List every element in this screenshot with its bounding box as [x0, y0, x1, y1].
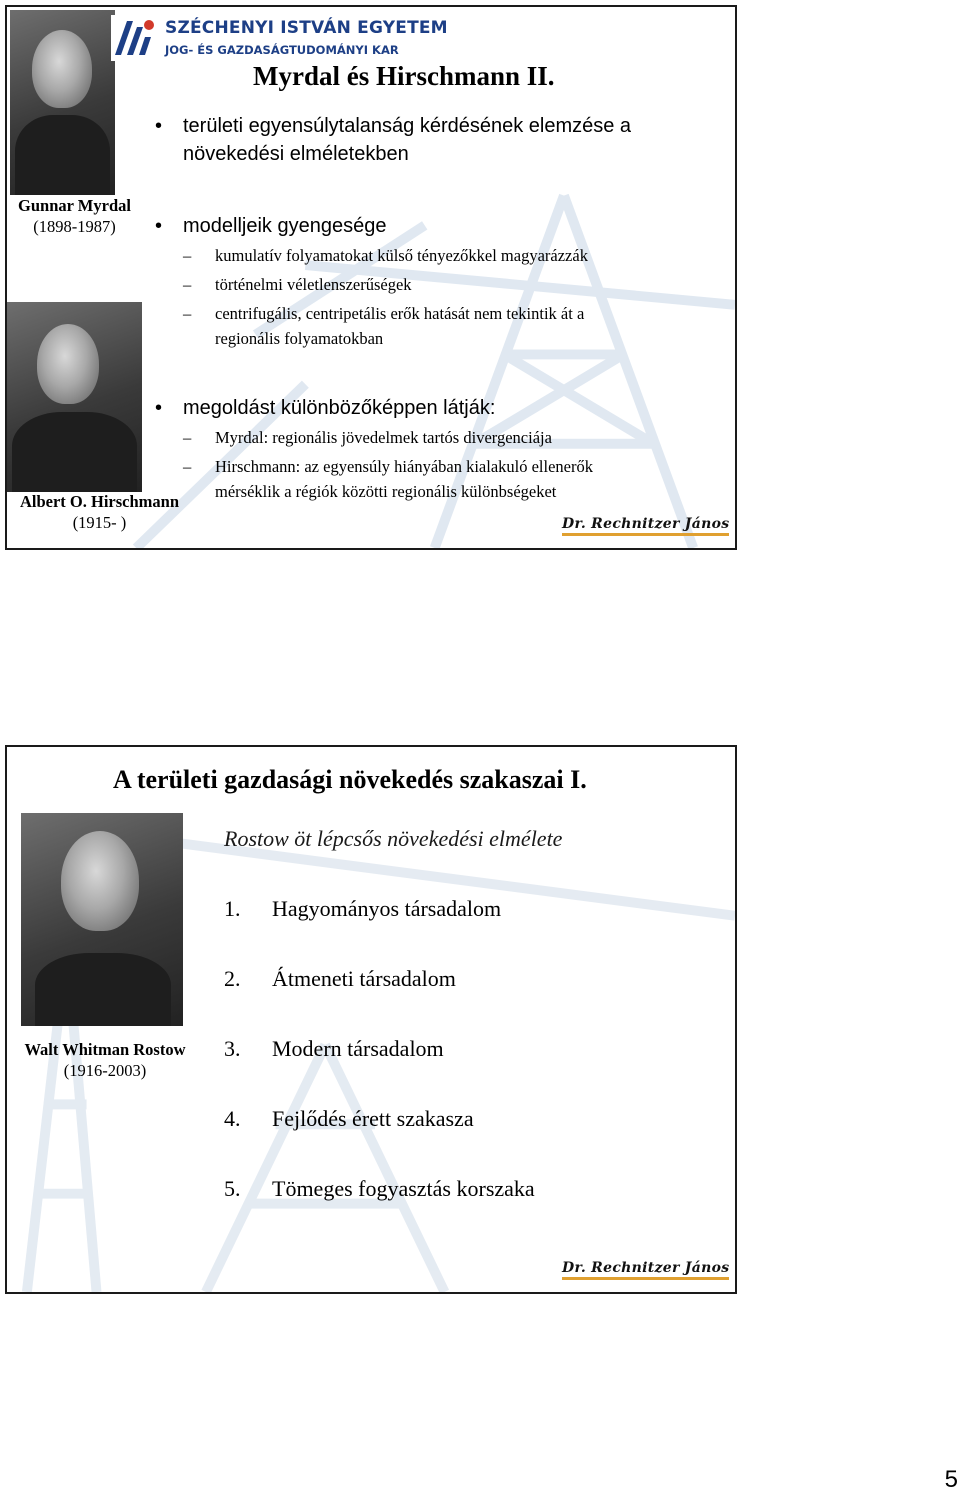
subitem-text-cont: mérséklik a régiók közötti regionális különbségeket — [215, 482, 557, 501]
author-signature: Dr. Rechnitzer János — [562, 1260, 729, 1280]
bullet-territorial-imbalance: • területi egyensúlytalanság kérdésének elemzése a növekedési elméletekben — [155, 115, 632, 165]
rostow-caption — [7, 1039, 203, 1081]
stage-label: Fejlődés érett szakasza — [272, 1106, 474, 1131]
stage-label: Átmeneti társadalom — [272, 966, 456, 991]
myrdal-caption — [7, 195, 142, 237]
rostow-name: Walt Whitman Rostow — [24, 1040, 186, 1059]
stage-item — [224, 1106, 474, 1132]
subitem: – történelmi véletlenszerűségek — [183, 275, 412, 294]
slide-title: Myrdal és Hirschmann II. — [253, 61, 555, 91]
university-name: SZÉCHENYI ISTVÁN EGYETEM — [165, 18, 448, 38]
theory-subtitle: Rostow öt lépcsős növekedési elmélete — [224, 826, 563, 851]
bullet-solutions: • megoldást különbözőképpen látják: — [155, 397, 496, 419]
bullet-text: modelljeik gyengesége — [183, 215, 387, 237]
stage-number: 3. — [224, 1036, 241, 1061]
myrdal-years: (1898-1987) — [33, 217, 116, 236]
rostow-years: (1916-2003) — [63, 1061, 147, 1080]
hirschmann-name: Albert O. Hirschmann — [19, 492, 180, 511]
subitem: – Myrdal: regionális jövedelmek tartós divergenciája — [183, 428, 552, 447]
slide-growth-stages — [5, 745, 737, 1294]
subitem: – Hirschmann: az egyensúly hiányában kialakuló ellenerők mérséklik a régiók közötti regionális különbségeket — [183, 457, 593, 501]
slide-myrdal-hirschmann — [5, 5, 737, 550]
stage-number: 1. — [224, 896, 241, 921]
subitem: – centrifugális, centripetális erők hatását nem tekintik át a regionális folyamatokban — [183, 304, 585, 348]
subitem-text: Myrdal: regionális jövedelmek tartós divergenciája — [215, 428, 552, 447]
stage-label: Hagyományos társadalom — [272, 896, 502, 921]
stage-number: 4. — [224, 1106, 241, 1131]
bullet-model-weakness: • modelljeik gyengesége — [155, 215, 387, 237]
subitem-text: centrifugális, centripetális erők hatását nem tekintik át a — [215, 304, 585, 323]
page-number: 5 — [944, 1466, 958, 1493]
subitem-text: Hirschmann: az egyensúly hiányában kialakuló ellenerők — [215, 457, 593, 476]
faculty-name: JOG- ÉS GAZDASÁGTUDOMÁNYI KAR — [165, 43, 399, 57]
author-signature: Dr. Rechnitzer János — [562, 516, 729, 536]
subitem-text: történelmi véletlenszerűségek — [215, 275, 412, 294]
subitem-text-cont: regionális folyamatokban — [215, 329, 384, 348]
rostow-portrait — [21, 813, 183, 1026]
hirschmann-portrait — [7, 302, 142, 492]
myrdal-portrait — [10, 10, 115, 195]
stage-number: 2. — [224, 966, 241, 991]
bullet-text-cont: növekedési elméletekben — [183, 143, 409, 165]
university-logo-icon — [111, 15, 157, 61]
stage-label: Tömeges fogyasztás korszaka — [272, 1176, 535, 1201]
stage-item — [224, 1176, 535, 1202]
hirschmann-caption — [7, 491, 192, 533]
subitem-text: kumulatív folyamatokat külső tényezőkkel magyarázzák — [215, 246, 588, 265]
slide-title: A területi gazdasági növekedés szakaszai I. — [113, 765, 587, 794]
stage-item — [224, 966, 456, 992]
hirschmann-years: (1915- ) — [72, 513, 127, 532]
stage-label: Modern társadalom — [272, 1036, 444, 1061]
stage-number: 5. — [224, 1176, 241, 1201]
stage-item — [224, 896, 501, 922]
bullet-text: területi egyensúlytalanság kérdésének elemzése a — [183, 115, 632, 137]
bullet-text: megoldást különbözőképpen látják: — [183, 397, 496, 419]
stage-item — [224, 1036, 444, 1062]
myrdal-name: Gunnar Myrdal — [18, 196, 131, 215]
subitem: – kumulatív folyamatokat külső tényezőkkel magyarázzák — [183, 246, 588, 265]
